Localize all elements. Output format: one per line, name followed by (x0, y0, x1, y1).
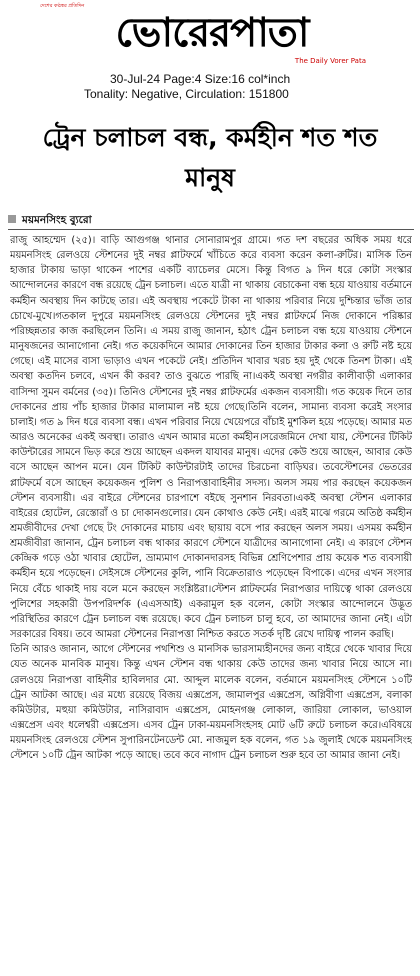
divider (8, 229, 414, 230)
byline: ময়মনসিংহ ব্যুরো (22, 214, 92, 226)
headline: ট্রেন চলাচল বন্ধ, কর্মহীন শত শত মানুষ (42, 123, 378, 192)
byline-bar (8, 213, 414, 227)
clip-info-line-1: 30-Jul-24 Page:4 Size:16 col*inch (110, 72, 291, 86)
article-paragraph: রাজু আহম্মেদ (২৫)। বাড়ি আগুগঞ্জ থানার সোনারামপুর গ্রামে। গত দশ বছরের অধিক সময় ধরে ময়মনসিংহ রেলওয়ে স্টেশনের দুই নম্বর প্লাটফর্মে খাঁচিতে করে ব্যবসা করেন কলা-রুটির। মাসিক তিন হাজার টাকায় ভাড়া থাকেন পাশের একটি ব্যাচেলর মেসে। কিন্তু বিগত ৯ দিন ধরে কোটা সংস্কার আন্দোলনের কারণে বন্ধ রয়েছে ট্রেন চলাচল। এতে যাত্রী না থাকায় বেচাকেনা বন্ধ হয়ে যাওয়ায় বর্তমানে কর্মহীন অবস্থায় দিন কাটছে তার। এই অবস্থায় পকেটে টাকা না থাকায় পরিবার নিয়ে দুশ্চিন্তার ভাঁজ তার চোখে-মুখে।গতকাল দুপুরে ময়মনসিংহ রেলওয়ে স্টেশনের দুই নম্বর প্লাটফর্মে নিজ দোকানে পরিষ্কার পরিচ্ছন্নতার কাজ করছিলেন তিনি। এ সময় রাজু জানান, হঠাৎ ট্রেন চলাচল বন্ধ হয়ে যাওয়ায় স্টেশনে মানুষজনের আনাগোনা নেই। গত কয়েকদিনে আমার দোকানের তিন হাজার টাকার কলা ও রুটি নষ্ট হয়ে গেছে। এই মাসের বাসা ভাড়াও এখন পকেটে নেই। প্রতিদিন খাবার খরচ হয় দুই থেকে তিনশ টাকা। এই অবস্থা কতদিন চলবে, এখন কী করব? তাও বুঝতে পারছি না।একই অবস্থা নগরীর কালীবাড়ী এলাকার বাসিন্দা সুমন বর্মনের (৩৫)। তিনিও স্টেশনের দুই নম্বর প্লাটফর্মের একজন ব্যবসায়ী। গত কয়েক দিনে তার দোকানের প্রায় পাঁচ হাজার টাকার মালামাল নষ্ট হয়ে গেছে।তিনি বলেন, সামান্য ব্যবসা করেই সংসার চালাই। গত ৯ দিন ধরে ব্যবসা বন্ধ। এখন পরিবার নিয়ে খেয়েপরে বাঁচাই মুশকিল হয়ে পড়েছে। আমার মত আরও অনেকের একই অবস্থা। তারাও এখন আমার মতো কর্মহীন।সরেজমিনে দেখা যায়, স্টেশনের টিকিট কাউন্টারের সামনে ভিড় করে শুয়ে আছেন একদল যাযাবর মানুষ। এদের কেউ শুয়ে আছেন, আবার কেউ বসে আছেন আপন মনে। যেন টিকিট কাউন্টারটাই তাদের চিরচেনা বাড়িঘর। তবেস্টেশনের ভেতরের প্লাটফর্মে বসে আছেন কয়েকজন পুলিশ ও নিরাপত্তাবাহিনীর সদস্য। অলস সময় পার করছেন কয়েকজন স্টেশন ব্যবসায়ী। এর বাইরে স্টেশনের চারপাশে বইছে সুনশান নিরবতা।একই অবস্থা স্টেশন এলাকার বাইরের হোটেল, রেস্তোরাঁ ও চা দোকানগুলোর। যেন কোথাও কেউ নেই। এরই মাঝে গরমে অতিষ্ঠ কর্মহীন শ্রমজীবীদের দেখা গেছে টং দোকানের মাচায় এবং ছায়ায় বসে পার করছেন অলস সময়। এসময় কর্মহীন শ্রমজীবীরা জানান, ট্রেন চলাচল বন্ধ থাকার কারণে স্টেশনে যাত্রীদের আনাগোনা নেই। এ কারণে স্টেশন কেন্দ্রিক গড়ে ওঠা খাবার হোটেল, ভ্রাম্যমাণ দোকানদারসহ বিভিন্ন শ্রেণিপেশার প্রায় কয়েক শত ব্যবসায়ী কর্মহীন হয়ে পড়েছেন। সেইসঙ্গে স্টেশনের কুলি, পানি বিক্রেতারাও পড়েছেন বিপাকে। এদের এখন সংসার নিয়ে বেঁচে থাকাই দায় বলে মনে করছেন সংশ্লিষ্টরা।স্টেশন প্লাটফর্মের নিরাপত্তার দায়িত্বে থাকা রেলওয়ে পুলিশের সহকারী উপপরিদর্শক (এএসআই) একরামুল হক বলেন, কোটা সংস্কার আন্দোলনে উদ্ভূত পরিস্থিতির কারণে ট্রেন চলাচল বন্ধ রয়েছে। কবে ট্রেন চলাচল চালু হবে, তা আমাদের জানা নেই। এটা সরকারের বিষয়। তবে আমরা স্টেশনের নিরাপত্তা নিশ্চিত করতে সতর্ক দৃষ্টি রেখে দায়িত্ব পালন করছি। (10, 235, 412, 641)
newspaper-logo: ভোরেরপাতা (115, 10, 309, 56)
newspaper-logo-english: The Daily Vorer Pata (294, 57, 366, 65)
article-paragraph: তিনি আরও জানান, আগে স্টেশনের পথশিশু ও মানসিক ভারসাম্যহীনদের জন্য বাইরে থেকে খাবার দিয়ে যেত অনেক মানবিক মানুষ। কিন্তু এখন স্টেশন বন্ধ থাকায় কেউ তাদের জন্য খাবার নিয়ে আসে না। রেলওয়ে নিরাপত্তা বাহিনীর হাবিলদার মো. আব্দুল মালেক বলেন, বর্তমানে ময়মনসিংহ স্টেশনে ১০টি ট্রেন আটকা আছে। এর মধ্যে রয়েছে বিজয় এক্সপ্রেস, জামালপুর এক্সপ্রেস, অগ্নিবীণা এক্সপ্রেস, বলাকা কমিউটার, মহুয়া কমিউটার, নাসিরাবাদ এক্সপ্রেস, মোহনগঞ্জ লোকাল, জারিয়া লোকাল, ভাওয়াল এক্সপ্রেস এবং ধলেশ্বরী এক্সপ্রেস। এসব ট্রেন ঢাকা-ময়মনসিংহসহ মোট ৬টি রুটে চলাচল করে।এবিষয়ে ময়মনসিংহ রেলওয়ে স্টেশন সুপারিনটেনডেন্ট মো. নাজমুল হক বলেন, গত ১৯ জুলাই থেকে ময়মনসিংহ স্টেশনে ১০টি ট্রেন আটকা পড়ে আছে। তবে কবে নাগাদ ট্রেন চলাচল শুরু হবে তা আমার জানা নেই। (10, 644, 412, 762)
byline-square-icon (8, 215, 16, 223)
masthead (0, 0, 420, 66)
article-body (10, 233, 412, 969)
masthead-tagline: দেশের কণ্ঠস্বর প্রতিদিন (40, 3, 85, 9)
clip-info-line-2: Tonality: Negative, Circulation: 151800 (84, 87, 289, 101)
